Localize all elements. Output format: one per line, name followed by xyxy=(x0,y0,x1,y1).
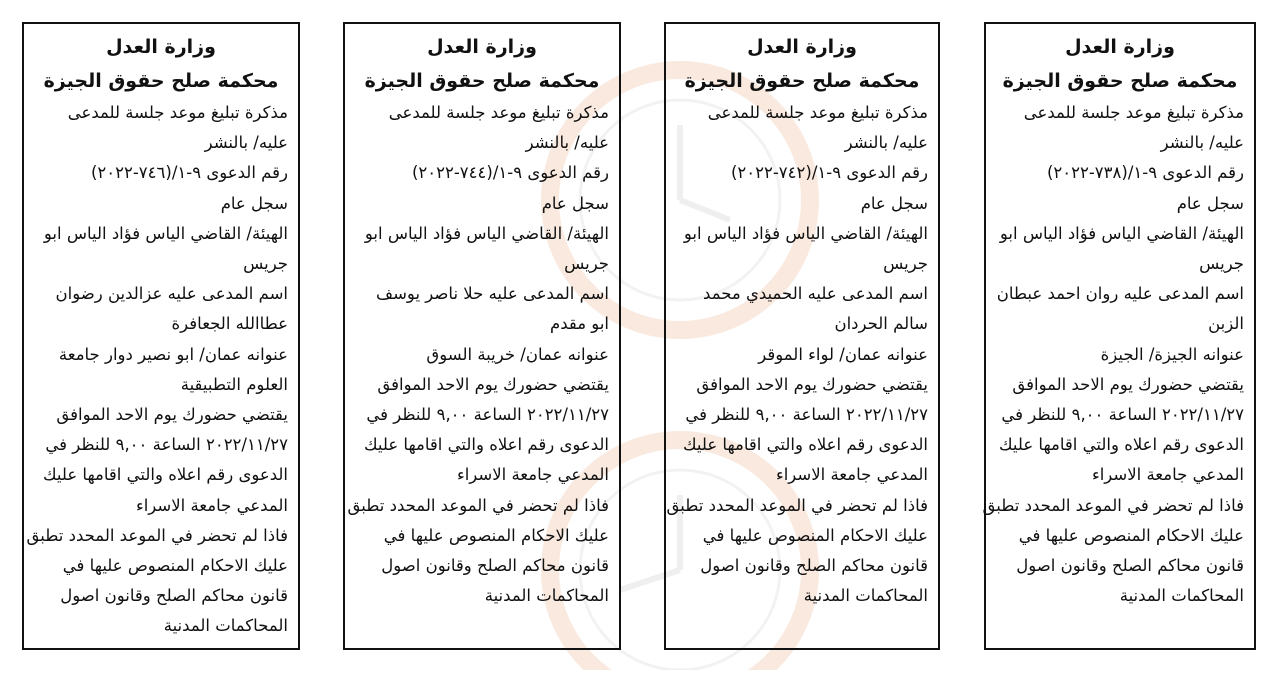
court-heading: محكمة صلح حقوق الجيزة xyxy=(1002,70,1238,92)
notice-line: عليه/ بالنشر xyxy=(844,133,928,153)
notice-line: قانون محاكم الصلح وقانون اصول xyxy=(381,556,609,576)
notice-line: مذكرة تبليغ موعد جلسة للمدعى xyxy=(67,103,288,122)
judge-line: جريس xyxy=(1199,254,1244,274)
notice-line: المحاكمات المدنية xyxy=(163,616,288,636)
hearing-date: ٢٠٢٢/١١/٢٧ الساعة ٩,٠٠ للنظر في xyxy=(366,405,609,425)
notice-line: المحاكمات المدنية xyxy=(1119,586,1244,606)
defendant-address: عنوانه عمان/ ابو نصير دوار جامعة xyxy=(58,344,288,364)
defendant-name: سالم الحردان xyxy=(834,314,928,334)
defendant-address: عنوانه الجيزة/ الجيزة xyxy=(1100,344,1244,364)
notice-line: فاذا لم تحضر في الموعد المحدد تطبق xyxy=(26,525,288,545)
case-number: رقم الدعوى ٩-١/(٧٤٤-٢٠٢٢) xyxy=(411,163,609,183)
plaintiff-line: المدعي جامعة الاسراء xyxy=(775,465,928,485)
notice-line: سجل عام xyxy=(860,193,928,213)
notice-line: سجل عام xyxy=(541,193,609,213)
notice-line: مذكرة تبليغ موعد جلسة للمدعى xyxy=(707,103,928,122)
defendant-name: اسم المدعى عليه روان احمد عبطان xyxy=(996,284,1244,304)
court-heading: محكمة صلح حقوق الجيزة xyxy=(684,70,920,92)
notice-line: الدعوى رقم اعلاه والتي اقامها عليك xyxy=(363,435,609,455)
ministry-heading: وزارة العدل xyxy=(106,36,216,58)
defendant-name: الزبن xyxy=(1208,314,1244,334)
notice-line: المحاكمات المدنية xyxy=(484,586,609,606)
defendant-name: اسم المدعى عليه عزالدين رضوان xyxy=(55,284,288,304)
defendant-name: ابو مقدم xyxy=(549,314,609,334)
notice-line: سجل عام xyxy=(220,193,288,213)
plaintiff-line: المدعي جامعة الاسراء xyxy=(456,465,609,485)
case-number: رقم الدعوى ٩-١/(٧٣٨-٢٠٢٢) xyxy=(1046,163,1244,183)
court-notice-3 xyxy=(343,22,621,650)
notice-line: المحاكمات المدنية xyxy=(803,586,928,606)
plaintiff-line: المدعي جامعة الاسراء xyxy=(135,495,288,515)
defendant-address: عنوانه عمان/ خريبة السوق xyxy=(426,344,609,364)
plaintiff-line: المدعي جامعة الاسراء xyxy=(1091,465,1244,485)
court-notice-4 xyxy=(22,22,300,650)
notice-line: يقتضي حضورك يوم الاحد الموافق xyxy=(696,374,928,394)
notice-line: قانون محاكم الصلح وقانون اصول xyxy=(1016,556,1244,576)
judge-line: جريس xyxy=(564,254,609,274)
notice-line: عليك الاحكام المنصوص عليها في xyxy=(383,525,609,545)
court-heading: محكمة صلح حقوق الجيزة xyxy=(43,70,279,92)
judge-line: الهيئة/ القاضي الياس فؤاد الياس ابو xyxy=(43,223,288,243)
hearing-date: ٢٠٢٢/١١/٢٧ الساعة ٩,٠٠ للنظر في xyxy=(45,435,288,455)
notice-line: عليه/ بالنشر xyxy=(525,133,609,153)
notice-line: عليه/ بالنشر xyxy=(204,133,288,153)
notice-line: قانون محاكم الصلح وقانون اصول xyxy=(700,556,928,576)
notice-line: يقتضي حضورك يوم الاحد الموافق xyxy=(56,405,288,425)
judge-line: جريس xyxy=(243,254,288,274)
ministry-heading: وزارة العدل xyxy=(1065,36,1175,58)
ministry-heading: وزارة العدل xyxy=(427,36,537,58)
notice-line: عليك الاحكام المنصوص عليها في xyxy=(62,556,288,576)
ministry-heading: وزارة العدل xyxy=(747,36,857,58)
defendant-address: عنوانه عمان/ لواء الموقر xyxy=(758,344,928,364)
court-heading: محكمة صلح حقوق الجيزة xyxy=(364,70,600,92)
judge-line: الهيئة/ القاضي الياس فؤاد الياس ابو xyxy=(364,223,609,243)
court-notice-2 xyxy=(664,22,940,650)
hearing-date: ٢٠٢٢/١١/٢٧ الساعة ٩,٠٠ للنظر في xyxy=(1001,405,1244,425)
notice-line: فاذا لم تحضر في الموعد المحدد تطبق xyxy=(666,495,928,515)
notice-line: الدعوى رقم اعلاه والتي اقامها عليك xyxy=(42,465,288,485)
defendant-name: اسم المدعى عليه حلا ناصر يوسف xyxy=(376,284,609,304)
notice-line: يقتضي حضورك يوم الاحد الموافق xyxy=(1012,374,1244,394)
defendant-name: اسم المدعى عليه الحميدي محمد xyxy=(703,284,928,304)
notice-line: فاذا لم تحضر في الموعد المحدد تطبق xyxy=(982,495,1244,515)
judge-line: جريس xyxy=(883,254,928,274)
notice-line: مذكرة تبليغ موعد جلسة للمدعى xyxy=(388,103,609,122)
notice-line: الدعوى رقم اعلاه والتي اقامها عليك xyxy=(998,435,1244,455)
judge-line: الهيئة/ القاضي الياس فؤاد الياس ابو xyxy=(683,223,928,243)
court-notice-1 xyxy=(984,22,1256,650)
notice-line: الدعوى رقم اعلاه والتي اقامها عليك xyxy=(682,435,928,455)
defendant-address: العلوم التطبيقية xyxy=(180,374,288,394)
notice-line: مذكرة تبليغ موعد جلسة للمدعى xyxy=(1023,103,1244,122)
notice-line: سجل عام xyxy=(1176,193,1244,213)
notice-line: عليك الاحكام المنصوص عليها في xyxy=(1018,525,1244,545)
notice-line: عليه/ بالنشر xyxy=(1160,133,1244,153)
notice-line: قانون محاكم الصلح وقانون اصول xyxy=(60,586,288,606)
notice-line: يقتضي حضورك يوم الاحد الموافق xyxy=(377,374,609,394)
case-number: رقم الدعوى ٩-١/(٧٤٦-٢٠٢٢) xyxy=(90,163,288,183)
notice-line: فاذا لم تحضر في الموعد المحدد تطبق xyxy=(347,495,609,515)
case-number: رقم الدعوى ٩-١/(٧٤٢-٢٠٢٢) xyxy=(730,163,928,183)
judge-line: الهيئة/ القاضي الياس فؤاد الياس ابو xyxy=(999,223,1244,243)
hearing-date: ٢٠٢٢/١١/٢٧ الساعة ٩,٠٠ للنظر في xyxy=(685,405,928,425)
defendant-name: عطاالله الجعافرة xyxy=(171,314,288,334)
notice-line: عليك الاحكام المنصوص عليها في xyxy=(702,525,928,545)
